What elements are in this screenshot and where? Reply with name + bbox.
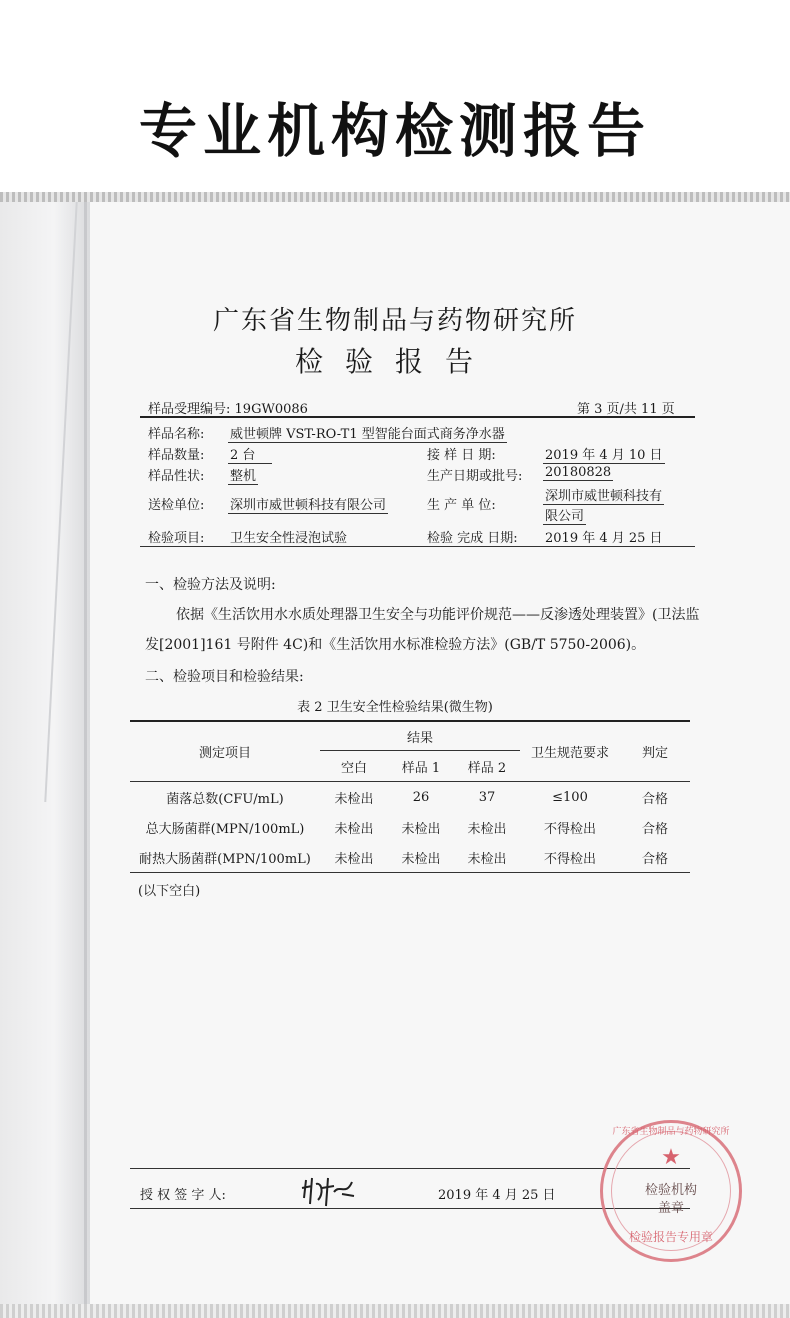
official-seal [600,1120,742,1262]
maker-value-line1: 深圳市威世顿科技有 [543,485,664,505]
seal-center-line1: 检验机构 [644,1183,697,1198]
page-info: 第 3 页/共 11 页 [577,402,675,417]
row-item: 总大肠菌群(MPN/100mL) [145,821,305,837]
seal-center-line2: 盖章 [657,1201,684,1216]
item-value: 卫生安全性浸泡试验 [228,527,349,547]
row-standard: ≤100 [552,789,588,805]
header-sample1: 样品 1 [388,751,454,782]
seal-ring-text: 广东省生物制品与药物研究所 [612,1127,730,1137]
section1-title: 一、检验方法及说明: [145,577,276,593]
fields-bottom-rule [140,546,695,547]
header-standard: 卫生规范要求 [520,721,620,782]
signatory-label: 授 权 签 字 人: [140,1188,226,1203]
qty-label: 样品数量: [148,448,205,463]
header-verdict: 判定 [620,721,690,782]
row-blank: 未检出 [334,791,374,807]
item-label: 检验项目: [148,531,205,546]
row-sample2: 未检出 [467,821,507,837]
org-name: 广东省生物制品与药物研究所 [212,306,577,336]
sign-date: 2019 年 4 月 25 日 [438,1188,556,1203]
accept-no-value: 19GW0086 [234,402,308,417]
header-item: 测定项目 [130,721,320,782]
row-blank: 未检出 [334,851,374,867]
row-blank: 未检出 [334,821,374,837]
table-row [130,842,690,873]
sender-value: 深圳市威世顿科技有限公司 [228,494,388,514]
row-verdict: 合格 [641,791,668,807]
batch-label: 生产日期或批号: [427,469,523,484]
accept-no-label: 样品受理编号: [148,402,231,417]
scan-bottom-edge [0,1304,790,1318]
maker-value-line2: 限公司 [543,505,586,525]
row-standard: 不得检出 [543,821,596,837]
signature-mark [298,1174,360,1210]
header-rule [140,416,695,418]
results-table [130,720,690,873]
qty-value: 2 台 [228,444,272,464]
table-row [130,782,690,813]
state-label: 样品性状: [148,469,205,484]
row-sample1: 未检出 [401,851,441,867]
header-result: 结果 [320,721,520,751]
banner [0,0,790,195]
row-sample2: 未检出 [467,851,507,867]
banner-title: 专业机构检测报告 [138,97,651,165]
scan-top-edge [0,192,790,202]
maker-label: 生 产 单 位: [427,498,496,513]
row-sample1: 26 [412,789,430,805]
seal-bottom-text: 检验报告专用章 [628,1230,713,1244]
recv-date-label: 接 样 日 期: [427,448,496,463]
header-blank: 空白 [320,751,388,782]
seal-star-icon: ★ [661,1145,681,1170]
row-item: 耐热大肠菌群(MPN/100mL) [139,851,311,867]
row-sample1: 未检出 [401,821,441,837]
accept-no-row [148,398,308,417]
sender-label: 送检单位: [148,498,205,513]
report-paper [0,202,790,1318]
row-sample2: 37 [478,789,496,805]
state-value: 整机 [228,465,258,485]
recv-date-value: 2019 年 4 月 10 日 [543,444,665,464]
table-row [130,812,690,842]
row-verdict: 合格 [641,851,668,867]
table-header-row [130,721,690,751]
name-value: 威世顿牌 VST-RO-T1 型智能台面式商务净水器 [228,423,507,443]
report-title: 检验报告 [294,345,495,378]
row-standard: 不得检出 [543,851,596,867]
section1-line2: 发[2001]161 号附件 4C)和《生活饮用水标准检验方法》(GB/T 5750-2006)。 [145,637,646,653]
batch-value: 20180828 [545,465,612,480]
section2-title: 二、检验项目和检验结果: [145,669,304,685]
row-verdict: 合格 [641,821,668,837]
header-sample2: 样品 2 [454,751,520,782]
done-date-value: 2019 年 4 月 25 日 [543,527,665,547]
done-date-label: 检验 完成 日期: [427,531,518,546]
name-label: 样品名称: [148,427,205,442]
table-caption: 表 2 卫生安全性检验结果(微生物) [297,700,493,715]
blank-note: (以下空白) [138,884,201,899]
row-item: 菌落总数(CFU/mL) [166,791,284,807]
section1-line1: 依据《生活饮用水水质处理器卫生安全与功能评价规范——反渗透处理装置》(卫法监 [176,607,700,623]
